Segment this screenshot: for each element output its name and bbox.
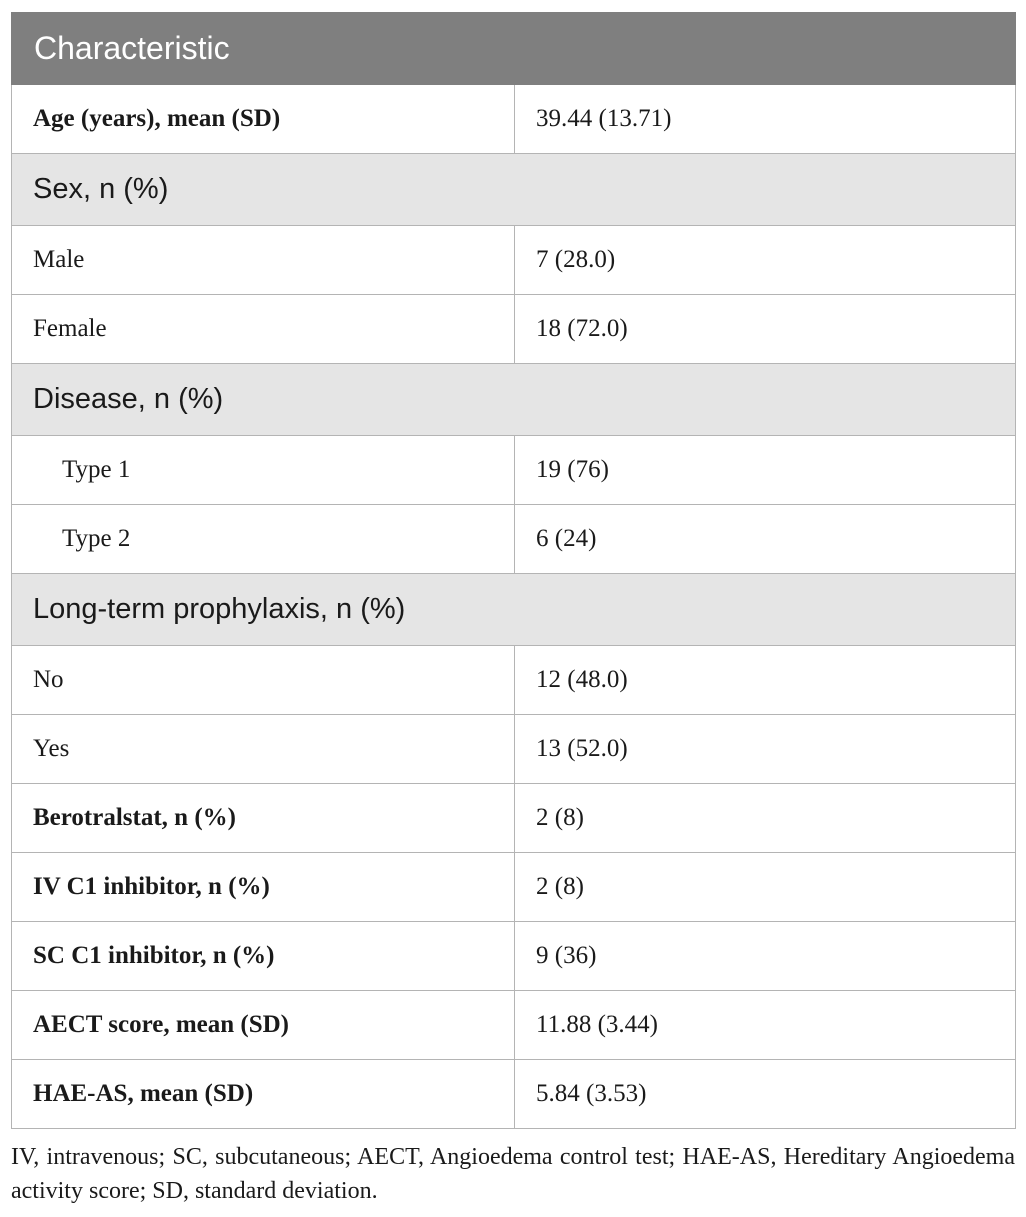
- row-value: 39.44 (13.71): [515, 85, 1016, 154]
- row-label: Type 1: [12, 436, 515, 505]
- row-label: Berotralstat, n (%): [12, 784, 515, 853]
- table-footnote: IV, intravenous; SC, subcutaneous; AECT, Angioedema control test; HAE-AS, Hereditary Angioedema activity score; SD, standard deviation.: [11, 1144, 1015, 1204]
- table-row: [12, 226, 1016, 295]
- section-row-sex: [12, 154, 1016, 226]
- table-row: [12, 646, 1016, 715]
- table-header-characteristic: Characteristic: [12, 13, 1016, 85]
- section-row-disease: [12, 364, 1016, 436]
- section-label: Long-term prophylaxis, n (%): [12, 574, 1016, 646]
- table-row: [12, 784, 1016, 853]
- row-label: AECT score, mean (SD): [12, 991, 515, 1060]
- row-label: Type 2: [12, 505, 515, 574]
- row-label: Age (years), mean (SD): [12, 85, 515, 154]
- row-label: Male: [12, 226, 515, 295]
- table-row: [12, 436, 1016, 505]
- row-value: 12 (48.0): [515, 646, 1016, 715]
- row-label: Female: [12, 295, 515, 364]
- row-value: 9 (36): [515, 922, 1016, 991]
- table-row: [12, 715, 1016, 784]
- table-row: [12, 505, 1016, 574]
- row-value: 11.88 (3.44): [515, 991, 1016, 1060]
- table-row: [12, 295, 1016, 364]
- row-value: 2 (8): [515, 784, 1016, 853]
- table-row: [12, 1060, 1016, 1129]
- row-label: No: [12, 646, 515, 715]
- row-label: IV C1 inhibitor, n (%): [12, 853, 515, 922]
- table-header-row: [12, 13, 1016, 85]
- section-row-prophylaxis: [12, 574, 1016, 646]
- section-label: Disease, n (%): [12, 364, 1016, 436]
- row-value: 13 (52.0): [515, 715, 1016, 784]
- row-value: 7 (28.0): [515, 226, 1016, 295]
- section-label: Sex, n (%): [12, 154, 1016, 226]
- row-label: Yes: [12, 715, 515, 784]
- row-value: 6 (24): [515, 505, 1016, 574]
- row-value: 19 (76): [515, 436, 1016, 505]
- row-label: SC C1 inhibitor, n (%): [12, 922, 515, 991]
- table-row: [12, 922, 1016, 991]
- row-label: HAE-AS, mean (SD): [12, 1060, 515, 1129]
- row-value: 18 (72.0): [515, 295, 1016, 364]
- characteristics-table-container: [11, 12, 1015, 1129]
- table-row: [12, 991, 1016, 1060]
- table-row: [12, 85, 1016, 154]
- row-value: 2 (8): [515, 853, 1016, 922]
- table-row: [12, 853, 1016, 922]
- row-value: 5.84 (3.53): [515, 1060, 1016, 1129]
- characteristics-table: [11, 12, 1016, 1129]
